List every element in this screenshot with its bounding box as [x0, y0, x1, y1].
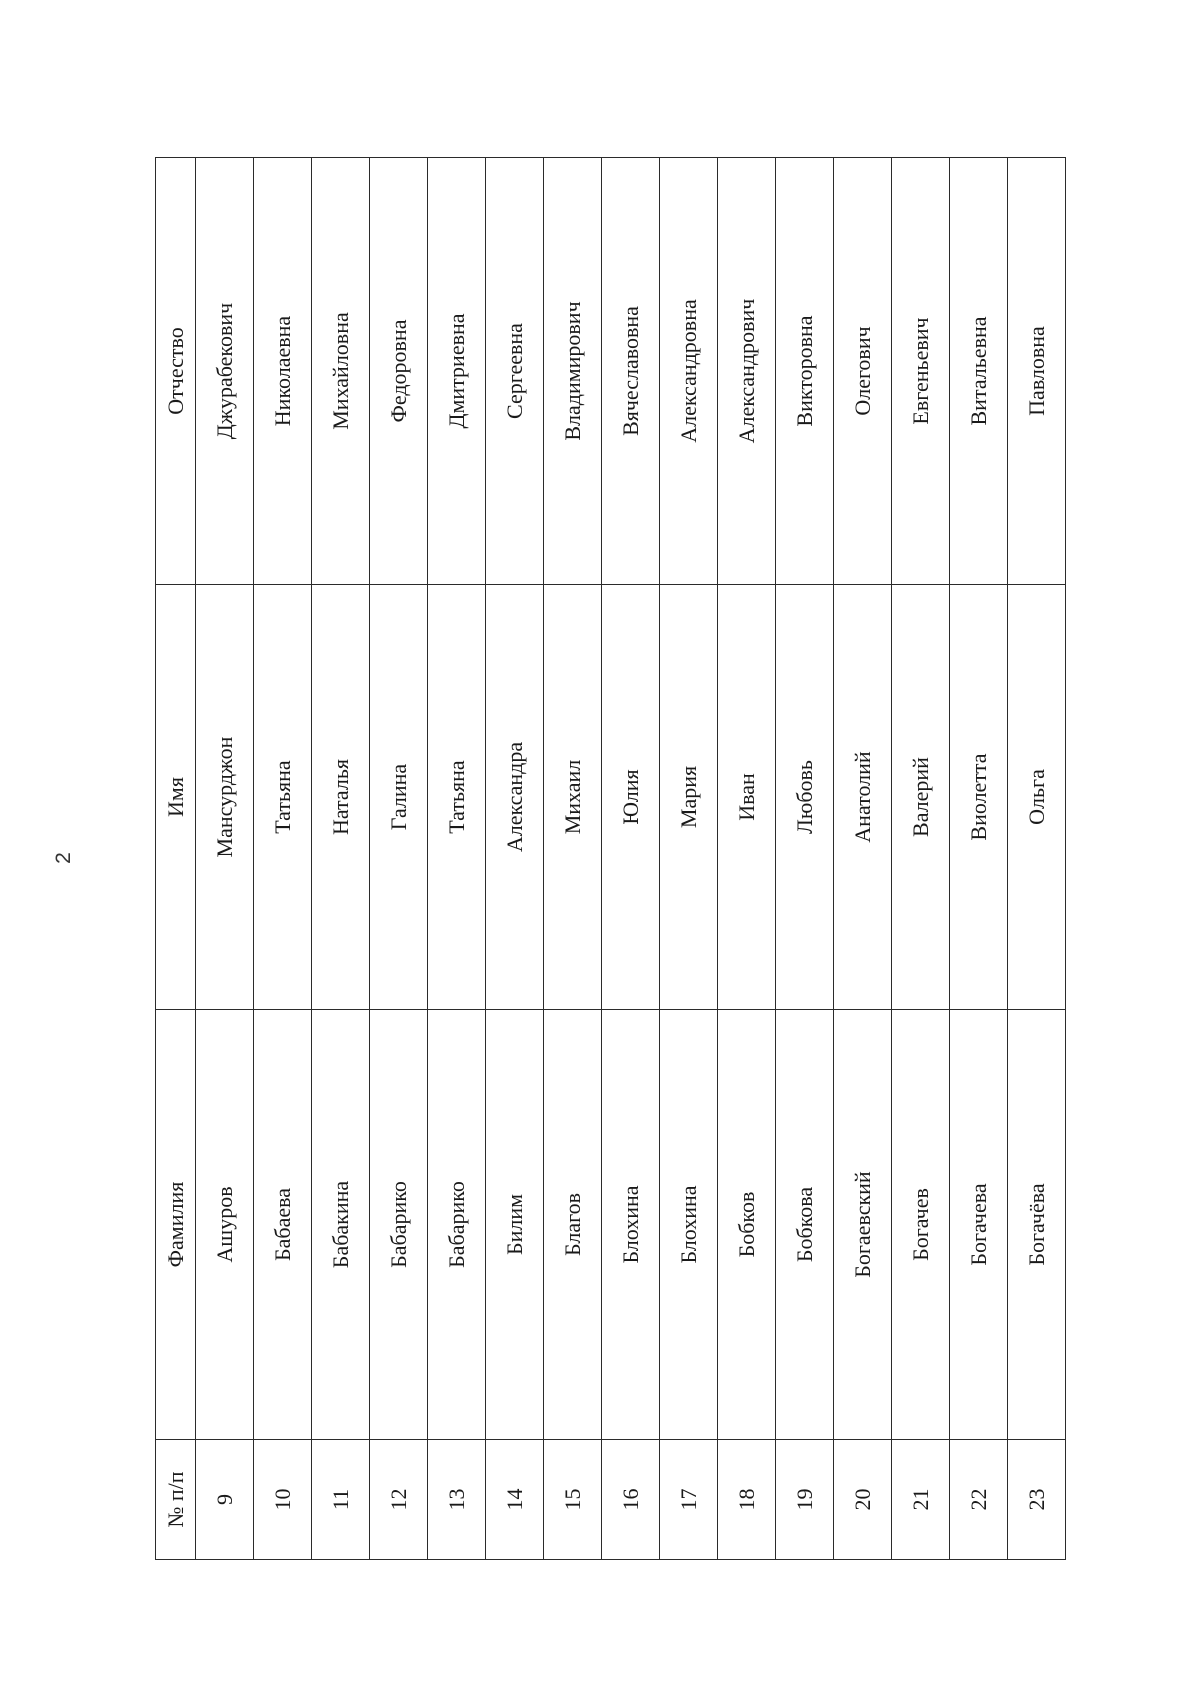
- header-num: № п/п: [156, 1440, 196, 1560]
- cell-surname: Блохина: [602, 1010, 660, 1440]
- cell-name: Александра: [486, 585, 544, 1010]
- cell-patronymic: Сергеевна: [486, 158, 544, 585]
- cell-num: 14: [486, 1440, 544, 1560]
- cell-patronymic: Михайловна: [312, 158, 370, 585]
- table-row: [428, 158, 486, 1560]
- cell-patronymic: Евгеньевич: [892, 158, 950, 585]
- cell-patronymic: Павловна: [1008, 158, 1066, 585]
- cell-patronymic: Витальевна: [950, 158, 1008, 585]
- cell-num: 22: [950, 1440, 1008, 1560]
- cell-num: 23: [1008, 1440, 1066, 1560]
- cell-surname: Бобкова: [776, 1010, 834, 1440]
- table-row: [834, 158, 892, 1560]
- cell-num: 20: [834, 1440, 892, 1560]
- cell-patronymic: Владимирович: [544, 158, 602, 585]
- header-surname: Фамилия: [156, 1010, 196, 1440]
- cell-num: 17: [660, 1440, 718, 1560]
- cell-name: Татьяна: [254, 585, 312, 1010]
- cell-num: 18: [718, 1440, 776, 1560]
- rotated-table-container: [155, 158, 1065, 1560]
- cell-num: 21: [892, 1440, 950, 1560]
- cell-name: Татьяна: [428, 585, 486, 1010]
- cell-patronymic: Вячеславовна: [602, 158, 660, 585]
- table-row: [486, 158, 544, 1560]
- cell-surname: Бабакина: [312, 1010, 370, 1440]
- cell-surname: Блохина: [660, 1010, 718, 1440]
- cell-name: Галина: [370, 585, 428, 1010]
- cell-surname: Бабаева: [254, 1010, 312, 1440]
- table-row: [254, 158, 312, 1560]
- page-number: 2: [52, 852, 75, 864]
- cell-num: 10: [254, 1440, 312, 1560]
- cell-num: 19: [776, 1440, 834, 1560]
- cell-surname: Билим: [486, 1010, 544, 1440]
- cell-name: Любовь: [776, 585, 834, 1010]
- table-row: [602, 158, 660, 1560]
- cell-patronymic: Федоровна: [370, 158, 428, 585]
- cell-num: 15: [544, 1440, 602, 1560]
- cell-name: Ольга: [1008, 585, 1066, 1010]
- cell-patronymic: Александровна: [660, 158, 718, 585]
- table-row: [660, 158, 718, 1560]
- cell-surname: Богачева: [950, 1010, 1008, 1440]
- cell-num: 16: [602, 1440, 660, 1560]
- cell-patronymic: Александрович: [718, 158, 776, 585]
- table-row: [776, 158, 834, 1560]
- table-header: [156, 158, 196, 1560]
- cell-patronymic: Джурабекович: [196, 158, 254, 585]
- cell-name: Юлия: [602, 585, 660, 1010]
- cell-name: Виолетта: [950, 585, 1008, 1010]
- cell-name: Михаил: [544, 585, 602, 1010]
- header-row: [156, 158, 196, 1560]
- table-row: [312, 158, 370, 1560]
- cell-num: 11: [312, 1440, 370, 1560]
- header-patronymic: Отчество: [156, 158, 196, 585]
- table-row: [892, 158, 950, 1560]
- table-row: [1008, 158, 1066, 1560]
- table-row: [196, 158, 254, 1560]
- cell-name: Анатолий: [834, 585, 892, 1010]
- table-body: [196, 158, 1066, 1560]
- cell-num: 12: [370, 1440, 428, 1560]
- cell-name: Наталья: [312, 585, 370, 1010]
- cell-num: 13: [428, 1440, 486, 1560]
- cell-surname: Богачев: [892, 1010, 950, 1440]
- cell-name: Мансурджон: [196, 585, 254, 1010]
- cell-surname: Благов: [544, 1010, 602, 1440]
- cell-surname: Ашуров: [196, 1010, 254, 1440]
- cell-name: Иван: [718, 585, 776, 1010]
- cell-name: Валерий: [892, 585, 950, 1010]
- header-name: Имя: [156, 585, 196, 1010]
- cell-surname: Бобков: [718, 1010, 776, 1440]
- table-row: [950, 158, 1008, 1560]
- cell-name: Мария: [660, 585, 718, 1010]
- cell-surname: Бабарико: [428, 1010, 486, 1440]
- cell-surname: Богаевский: [834, 1010, 892, 1440]
- cell-num: 9: [196, 1440, 254, 1560]
- cell-patronymic: Николаевна: [254, 158, 312, 585]
- people-table: [155, 157, 1066, 1560]
- cell-surname: Бабарико: [370, 1010, 428, 1440]
- cell-patronymic: Олегович: [834, 158, 892, 585]
- table-row: [544, 158, 602, 1560]
- cell-patronymic: Викторовна: [776, 158, 834, 585]
- table-row: [370, 158, 428, 1560]
- cell-patronymic: Дмитриевна: [428, 158, 486, 585]
- table-row: [718, 158, 776, 1560]
- cell-surname: Богачёва: [1008, 1010, 1066, 1440]
